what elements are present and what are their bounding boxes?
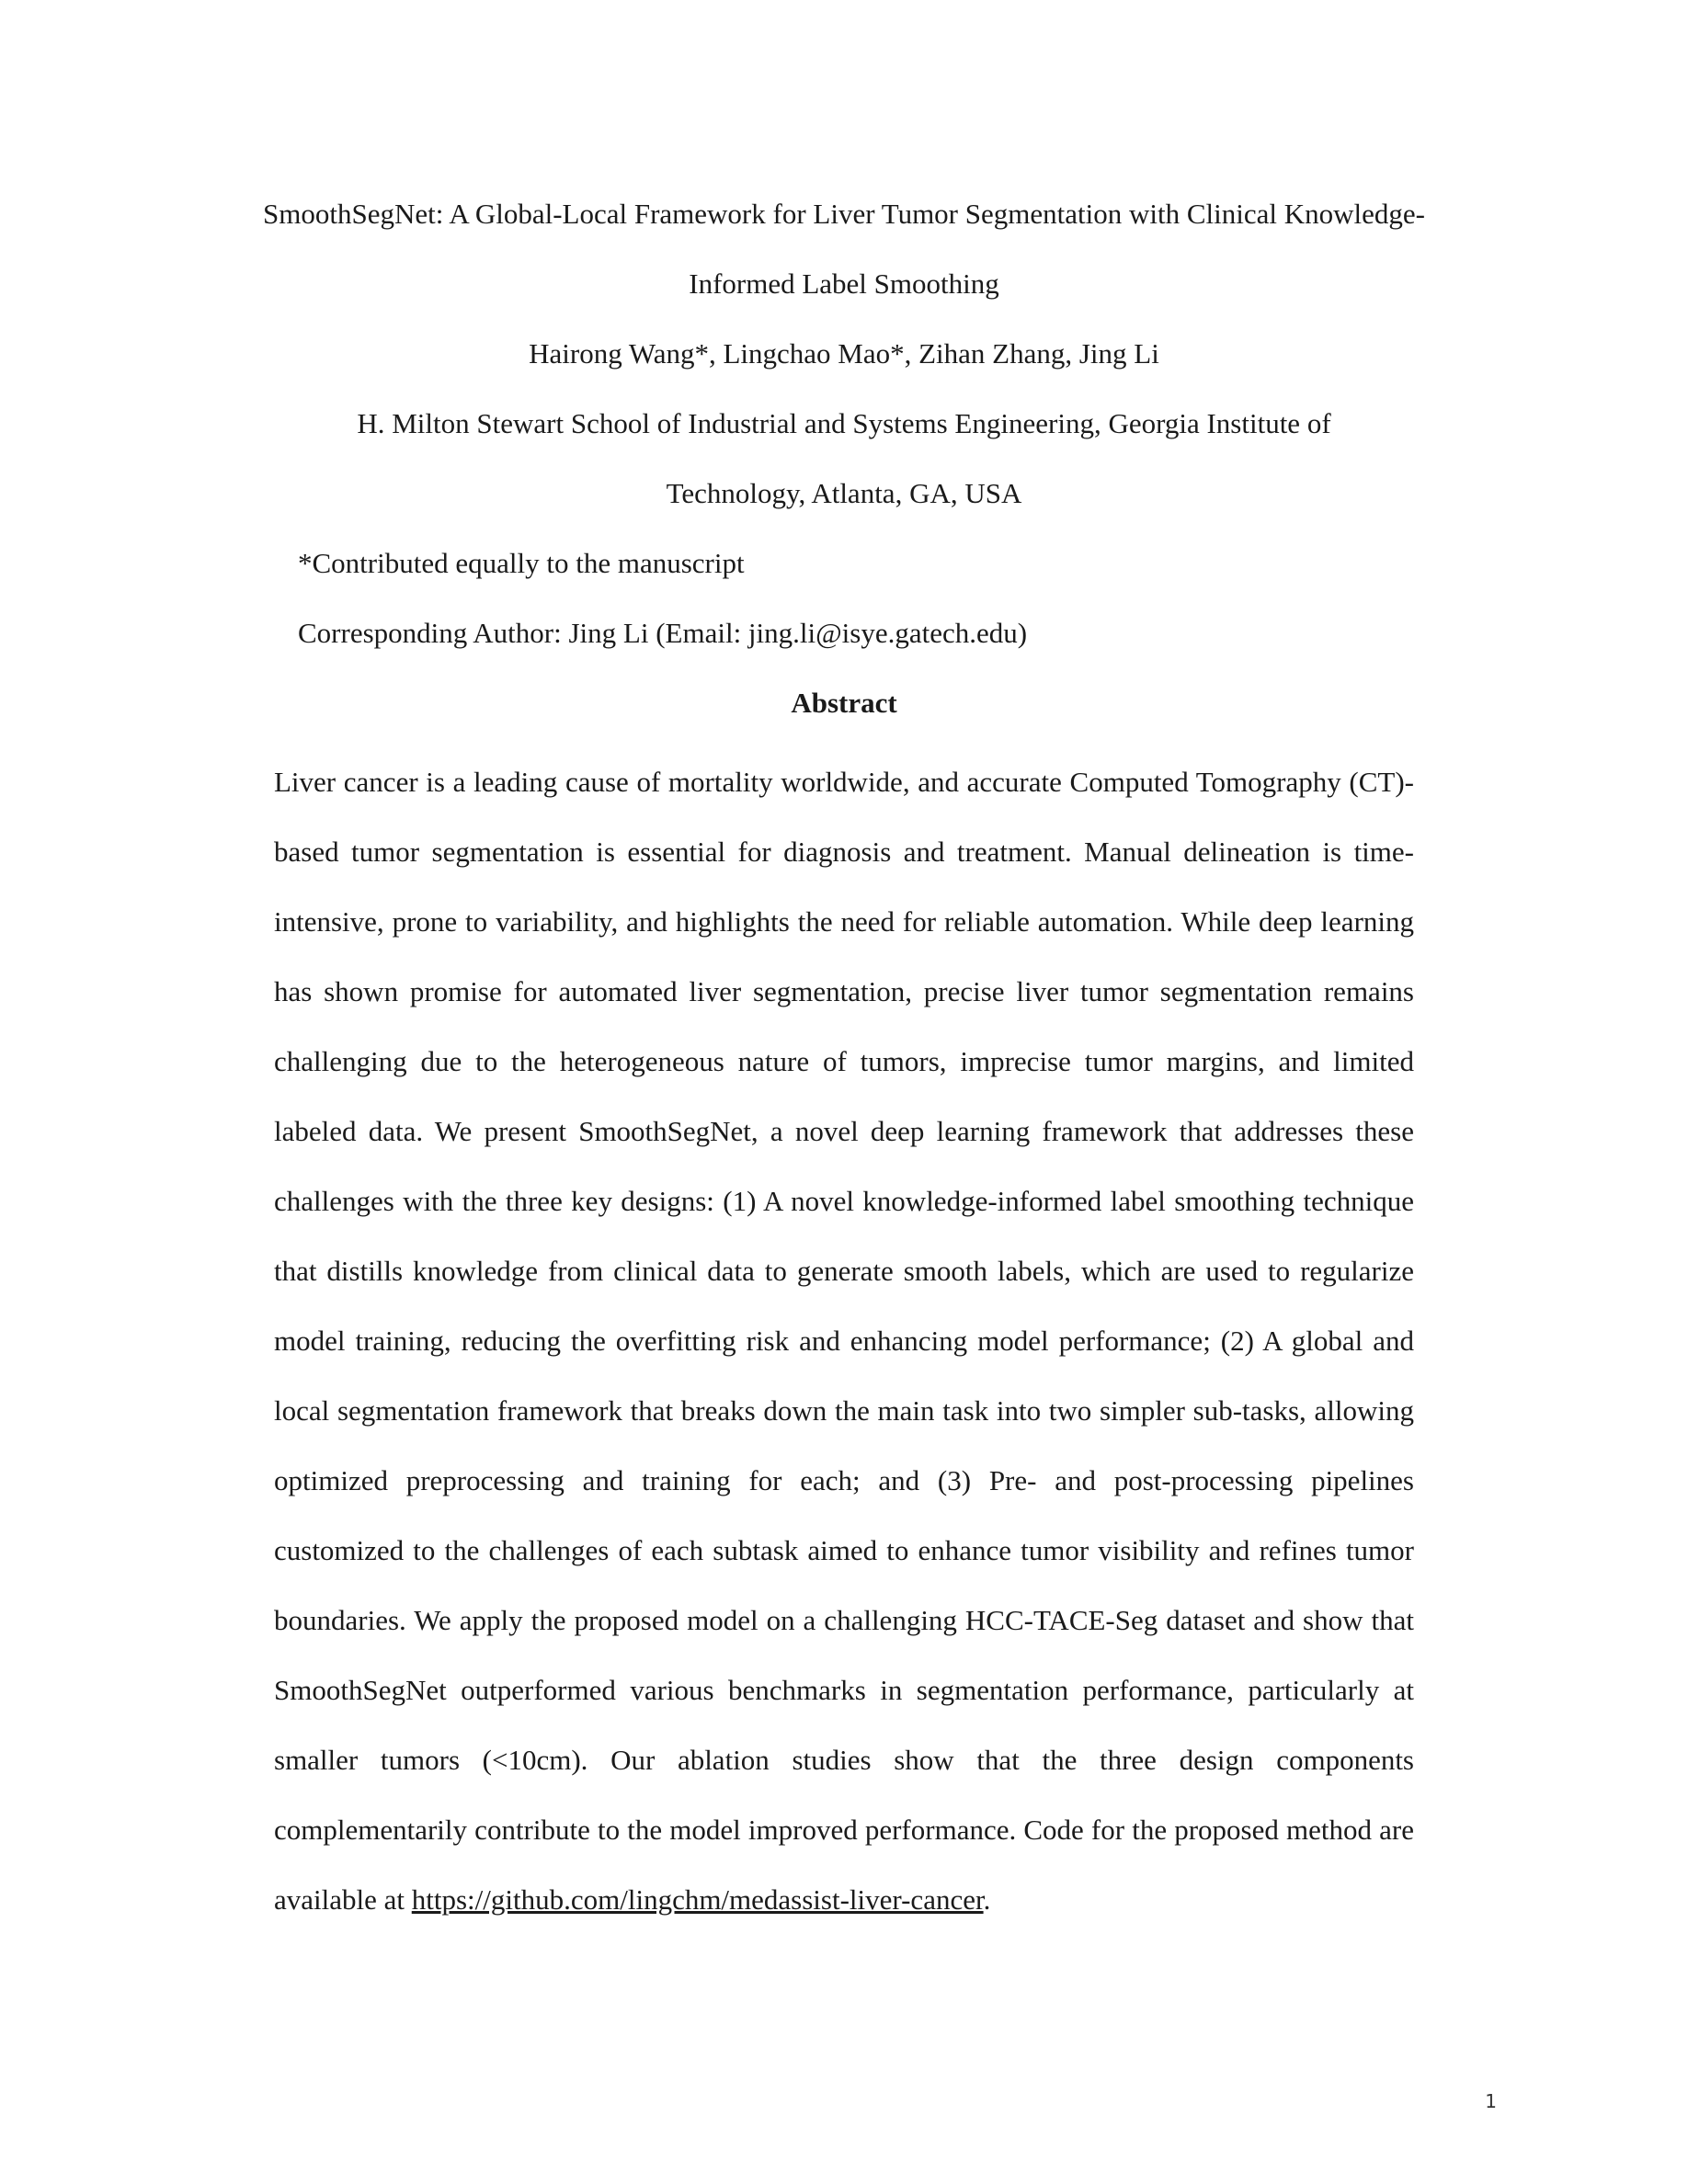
abstract-heading: Abstract xyxy=(791,687,897,719)
abstract-text: Liver cancer is a leading cause of mortality worldwide, and accurate Computed Tomography (CT)-based tumor segmentation is essential for diagnosis and treatment. Manual delineation is time-intensive, prone to variability, and highlights the need for reliable automation. While deep learning has shown promise for automated liver segmentation, precise liver tumor segmentation remains challenging due to the heterogeneous nature of tumors, imprecise tumor margins, and limited labeled data. We present SmoothSegNet, a novel deep learning framework that addresses these challenges with the three key designs: (1) A novel knowledge-informed label smoothing technique that distills knowledge from clinical data to generate smooth labels, which are used to regularize model training, reducing the overfitting risk and enhancing model performance; (2) A global and local segmentation framework that breaks down the main task into two simpler sub-tasks, allowing optimized preprocessing and training for each; and (3) Pre- and post-processing pipelines customized to the challenges of each subtask aimed to enhance tumor visibility and refines tumor boundaries. We apply the proposed model on a challenging HCC-TACE-Seg dataset and show that SmoothSegNet outperformed various benchmarks in segmentation performance, particularly at smaller tumors (<10cm). Our ablation studies show that the three design components complementarily contribute to the model improved performance. Code for the proposed method are available at xyxy=(274,766,1414,1916)
abstract-trailing-period: . xyxy=(983,1883,991,1916)
page-number: 1 xyxy=(1485,2090,1497,2112)
corresponding-author: Corresponding Author: Jing Li (Email: jing.li@isye.gatech.edu) xyxy=(298,617,1028,649)
affiliation-line-1: H. Milton Stewart School of Industrial and Systems Engineering, Georgia Institute of xyxy=(357,407,1331,439)
abstract-body xyxy=(274,747,1414,1935)
paper-title-line-1: SmoothSegNet: A Global-Local Framework for Liver Tumor Segmentation with Clinical Knowledge- xyxy=(263,198,1425,230)
equal-contribution-note: *Contributed equally to the manuscript xyxy=(298,547,745,579)
paper-title-line-2: Informed Label Smoothing xyxy=(689,267,999,300)
code-repository-link[interactable]: https://github.com/lingchm/medassist-liver-cancer xyxy=(411,1883,984,1916)
author-list: Hairong Wang*, Lingchao Mao*, Zihan Zhang, Jing Li xyxy=(529,337,1159,370)
affiliation-line-2: Technology, Atlanta, GA, USA xyxy=(666,477,1022,509)
